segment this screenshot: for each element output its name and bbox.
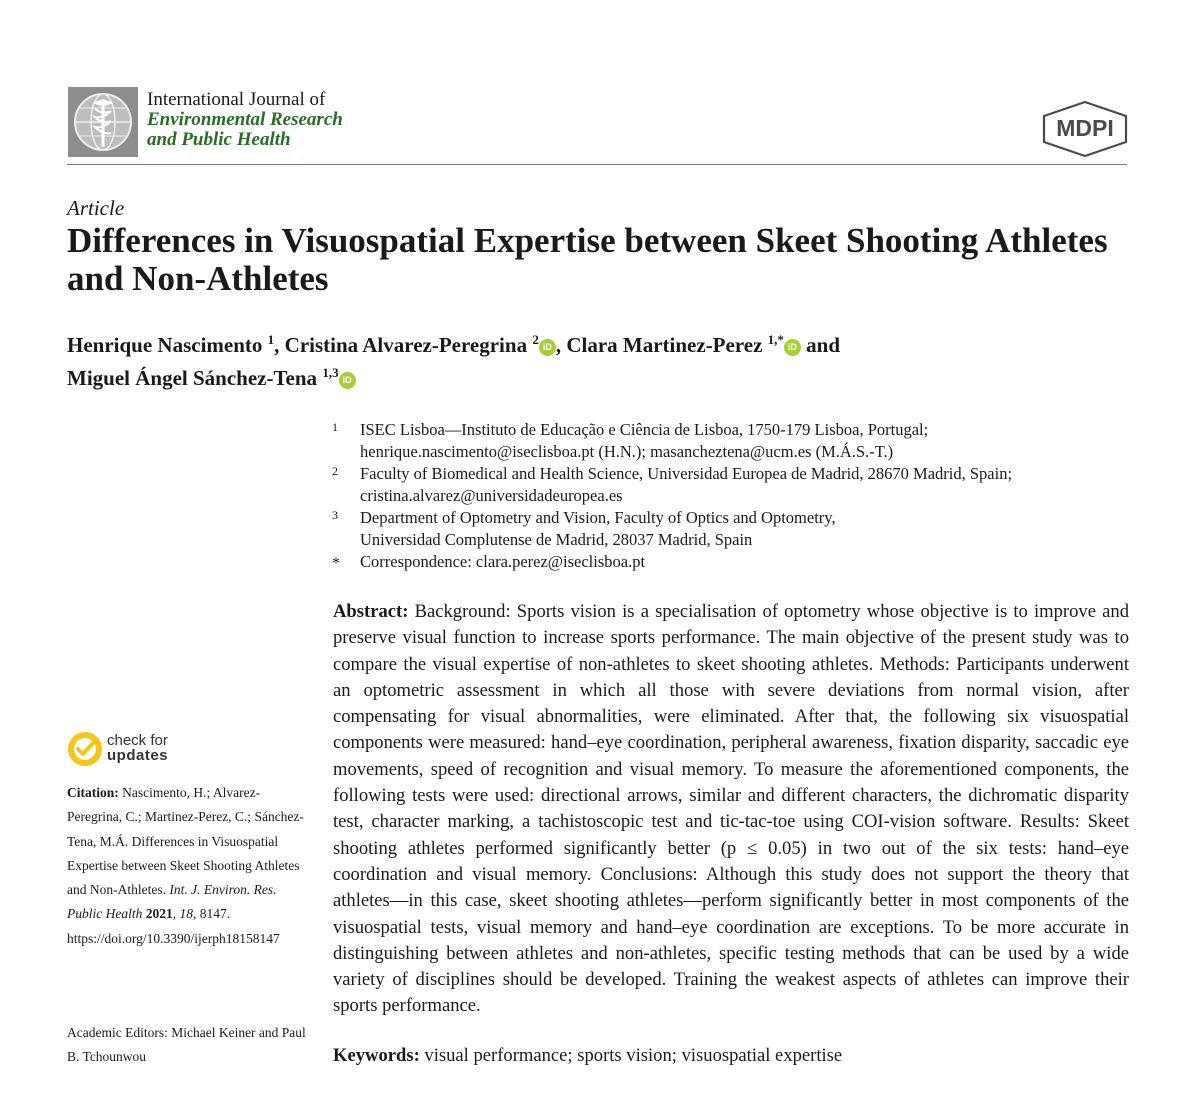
journal-name bbox=[147, 90, 343, 150]
keywords-label: Keywords: bbox=[333, 1045, 420, 1066]
author-separator: , bbox=[555, 333, 567, 357]
affiliation-item bbox=[327, 551, 1127, 573]
citation-volume: 18 bbox=[179, 906, 193, 922]
mdpi-logo-text: MDPI bbox=[1056, 115, 1114, 141]
orcid-icon[interactable]: iD bbox=[539, 339, 556, 356]
abstract-text: Background: Sports vision is a specialisation of optometry whose objective is to improve and preserve visual function to increase sports performance. The main objective of the present study was to compare the visual expertise of non-athletes to skeet shooting athletes. Methods: Participants underwent an optometric assessment in which all those with severe deviations from normal vision, after compensating for visual abnormalities, were eliminated. After that, the following six visuospatial components were measured: hand–eye coordination, peripheral awareness, fixation disparity, saccadic eye movements, speed of recognition and visual memory. To measure the aforementioned components, the following tests were used: directional arrows, similar and different characters, the dichromatic disparity test, character marking, a tachistoscopic test and tic-tac-toe using COI-vision software. Results: Skeet shooting athletes performed significantly better (p ≤ 0.05) in two out of the six tests: hand–eye coordination and visual memory. Conclusions: Although this study does not support the theory that athletes—in this case, skeet shooting athletes—perform significantly better in most components of the visuospatial tests, visual memory and hand–eye coordination are exceptions. To be more accurate in distinguishing between athletes and non-athletes, specific testing methods that can be used by a wide variety of disciplines should be developed. Training the weakest aspects of athletes can improve their sports performance. bbox=[333, 601, 1129, 1017]
paper-title: Differences in Visuospatial Expertise between Skeet Shooting Athletes and Non-Athletes bbox=[67, 221, 1108, 298]
article-type: Article bbox=[67, 196, 125, 220]
author-separator: and bbox=[800, 333, 841, 357]
affiliation-mark: 3 bbox=[332, 508, 338, 522]
abstract-label: Abstract: bbox=[333, 601, 409, 622]
mdpi-logo bbox=[1040, 100, 1130, 158]
affiliation-item bbox=[327, 507, 1127, 551]
affiliation-line: Universidad Complutense de Madrid, 28037 Madrid, Spain bbox=[360, 530, 753, 549]
citation-year: 2021 bbox=[145, 906, 173, 922]
keywords-text: visual performance; sports vision; visuospatial expertise bbox=[424, 1045, 843, 1066]
globe-caduceus-icon bbox=[68, 87, 138, 157]
citation-label: Citation: bbox=[67, 785, 119, 800]
orcid-icon[interactable]: iD bbox=[784, 339, 801, 356]
affiliation-item bbox=[327, 463, 1127, 507]
affiliation-line: Department of Optometry and Vision, Faculty of Optics and Optometry, bbox=[360, 508, 836, 527]
citation-journal: Int. J. Environ. Res. Public Health bbox=[67, 882, 277, 922]
check-updates-line1: check for bbox=[107, 732, 168, 749]
academic-editors: Academic Editors: Michael Keiner and Paul B. Tchounwou bbox=[67, 1025, 306, 1065]
check-updates-line2: updates bbox=[107, 747, 169, 764]
affiliation-line: Correspondence: clara.perez@iseclisboa.pt bbox=[360, 552, 646, 571]
journal-logo bbox=[68, 87, 138, 157]
journal-name-line3: and Public Health bbox=[147, 129, 291, 150]
affiliation-line: henrique.nascimento@iseclisboa.pt (H.N.); masancheztena@ucm.es (M.Á.S.-T.) bbox=[360, 442, 894, 461]
orcid-icon[interactable]: iD bbox=[339, 372, 356, 389]
author-name: Miguel Ángel Sánchez-Tena bbox=[67, 366, 318, 390]
author-affiliation-mark: 1,3 bbox=[322, 365, 339, 380]
affiliation-mark: 2 bbox=[332, 464, 338, 478]
journal-name-line2: Environmental Research bbox=[147, 109, 343, 130]
citation-doi: , 8147. https://doi.org/10.3390/ijerph18158147 bbox=[67, 906, 280, 946]
abstract bbox=[333, 599, 1129, 1020]
affiliations bbox=[327, 419, 1127, 573]
checkmark-badge-icon bbox=[67, 731, 103, 767]
author-affiliation-mark: 2 bbox=[532, 332, 539, 347]
affiliation-mark: * bbox=[332, 555, 340, 572]
author-name: Henrique Nascimento bbox=[67, 333, 263, 357]
author-separator: , bbox=[274, 333, 285, 357]
author-list bbox=[67, 326, 1147, 392]
keywords bbox=[333, 1043, 1129, 1069]
author-name: Clara Martinez-Perez bbox=[566, 333, 763, 357]
author-affiliation-mark: 1,* bbox=[767, 332, 784, 347]
check-for-updates-label bbox=[107, 733, 168, 763]
affiliation-item bbox=[327, 419, 1127, 463]
affiliation-line: ISEC Lisboa—Instituto de Educação e Ciência de Lisboa, 1750-179 Lisboa, Portugal; bbox=[360, 420, 929, 439]
header-divider bbox=[67, 164, 1127, 165]
citation: Citation: Nascimento, H.; Alvarez-Peregrina, C.; Martinez-Perez, C.; Sánchez-Tena, M.Á. Differences in Visuospatial Expertise between Skeet Shooting Athletes and Non-Athletes. Int. J. Environ. Res. Public Health 2021, 18, 8147. https://doi.org/10.3390/ijerph18158147 bbox=[67, 785, 304, 946]
affiliation-mark: 1 bbox=[332, 420, 338, 434]
citation-text: Nascimento, H.; Alvarez-Peregrina, C.; Martinez-Perez, C.; Sánchez-Tena, M.Á. Differences in Visuospatial Expertise between Skeet Shooting Athletes and Non-Athletes. bbox=[67, 785, 304, 898]
affiliation-line: Faculty of Biomedical and Health Science, Universidad Europea de Madrid, 28670 Madrid, Spain; bbox=[360, 464, 1013, 483]
author-name: Cristina Alvarez-Peregrina bbox=[284, 333, 528, 357]
affiliation-line: cristina.alvarez@universidadeuropea.es bbox=[360, 486, 623, 505]
author-affiliation-mark: 1 bbox=[267, 332, 275, 347]
journal-name-line1: International Journal of bbox=[147, 89, 326, 110]
